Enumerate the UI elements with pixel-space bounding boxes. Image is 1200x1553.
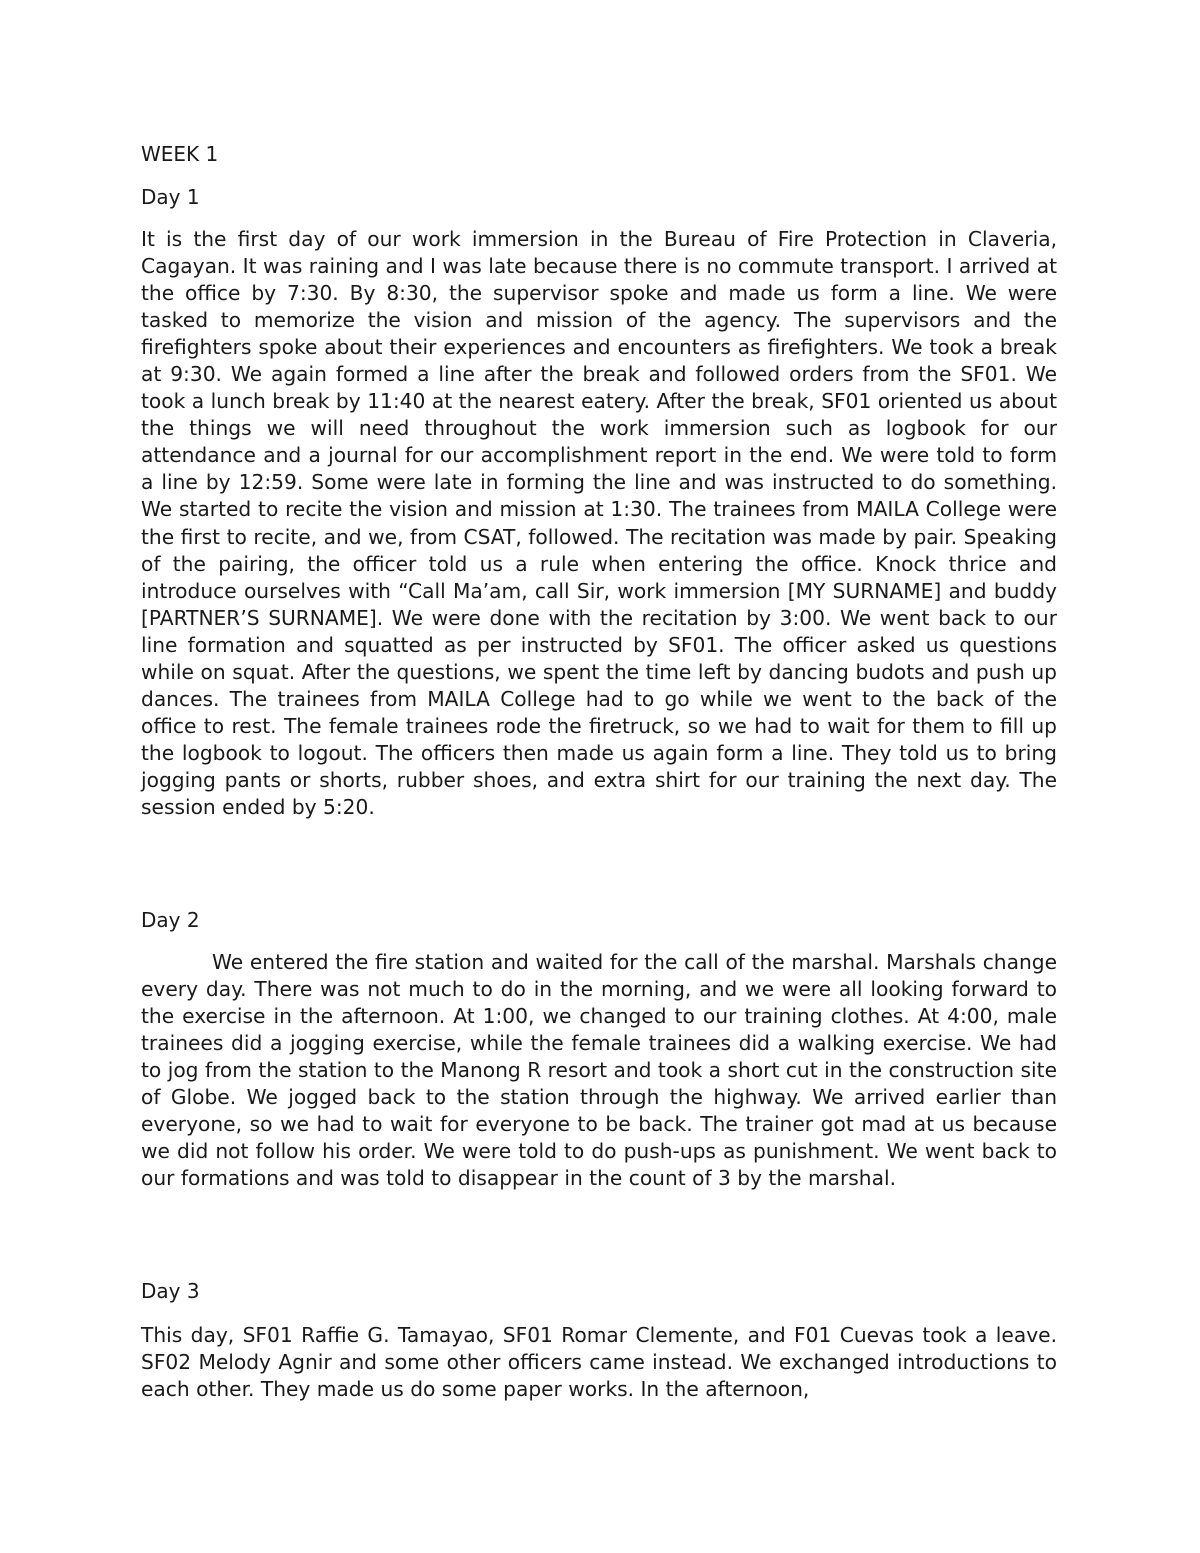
day-1-title: Day 1: [141, 185, 200, 209]
day-1-paragraph: It is the first day of our work immersion in the Bureau of Fire Protection in Claveria, Cagayan. It was raining and I was late because there is no commute transport. I arrived at the office by 7:30. By 8:30, the supervisor spoke and made us form a line. We were tasked to memorize the vision and mission of the agency. The supervisors and the firefighters spoke about their experiences and encounters as firefighters. We took a break at 9:30. We again formed a line after the break and followed orders from the SF01. We took a lunch break by 11:40 at the nearest eatery. After the break, SF01 oriented us about the things we will need throughout the work immersion such as logbook for our attendance and a journal for our accomplishment report in the end. We were told to form a line by 12:59. Some were late in forming the line and was instructed to do something. We started to recite the vision and mission at 1:30. The trainees from MAILA College were the first to recite, and we, from CSAT, followed. The recitation was made by pair. Speaking of the pairing, the officer told us a rule when entering the office. Knock thrice and introduce ourselves with “Call Ma’am, call Sir, work immersion [MY SURNAME] and buddy [PARTNER’S SURNAME]. We were done with the recitation by 3:00. We went back to our line formation and squatted as per instructed by SF01. The officer asked us questions while on squat. After the questions, we spent the time left by dancing budots and push up dances. The trainees from MAILA College had to go while we went to the back of the office to rest. The female trainees rode the firetruck, so we had to wait for them to fill up the logbook to logout. The officers then made us again form a line. They told us to bring jogging pants or shorts, rubber shoes, and extra shirt for our training the next day. The session ended by 5:20.: [141, 227, 1057, 819]
day-3-paragraph: This day, SF01 Raffie G. Tamayao, SF01 Romar Clemente, and F01 Cuevas took a leave. SF02 Melody Agnir and some other officers came instead. We exchanged introductions to each other. They made us do some paper works. In the afternoon,: [141, 1323, 1057, 1402]
week-heading: WEEK 1: [141, 142, 219, 166]
day-2-paragraph: We entered the fire station and waited for the call of the marshal. Marshals change every day. There was not much to do in the morning, and we were all looking forward to the exercise in the afternoon. At 1:00, we changed to our training clothes. At 4:00, male trainees did a jogging exercise, while the female trainees did a walking exercise. We had to jog from the station to the Manong R resort and took a short cut in the construction site of Globe. We jogged back to the station through the highway. We arrived earlier than everyone, so we had to wait for everyone to be back. The trainer got mad at us because we did not follow his order. We were told to do push-ups as punishment. We went back to our formations and was told to disappear in the count of 3 by the marshal.: [141, 950, 1057, 1191]
day-3-title: Day 3: [141, 1279, 200, 1303]
day-2-title: Day 2: [141, 908, 200, 932]
